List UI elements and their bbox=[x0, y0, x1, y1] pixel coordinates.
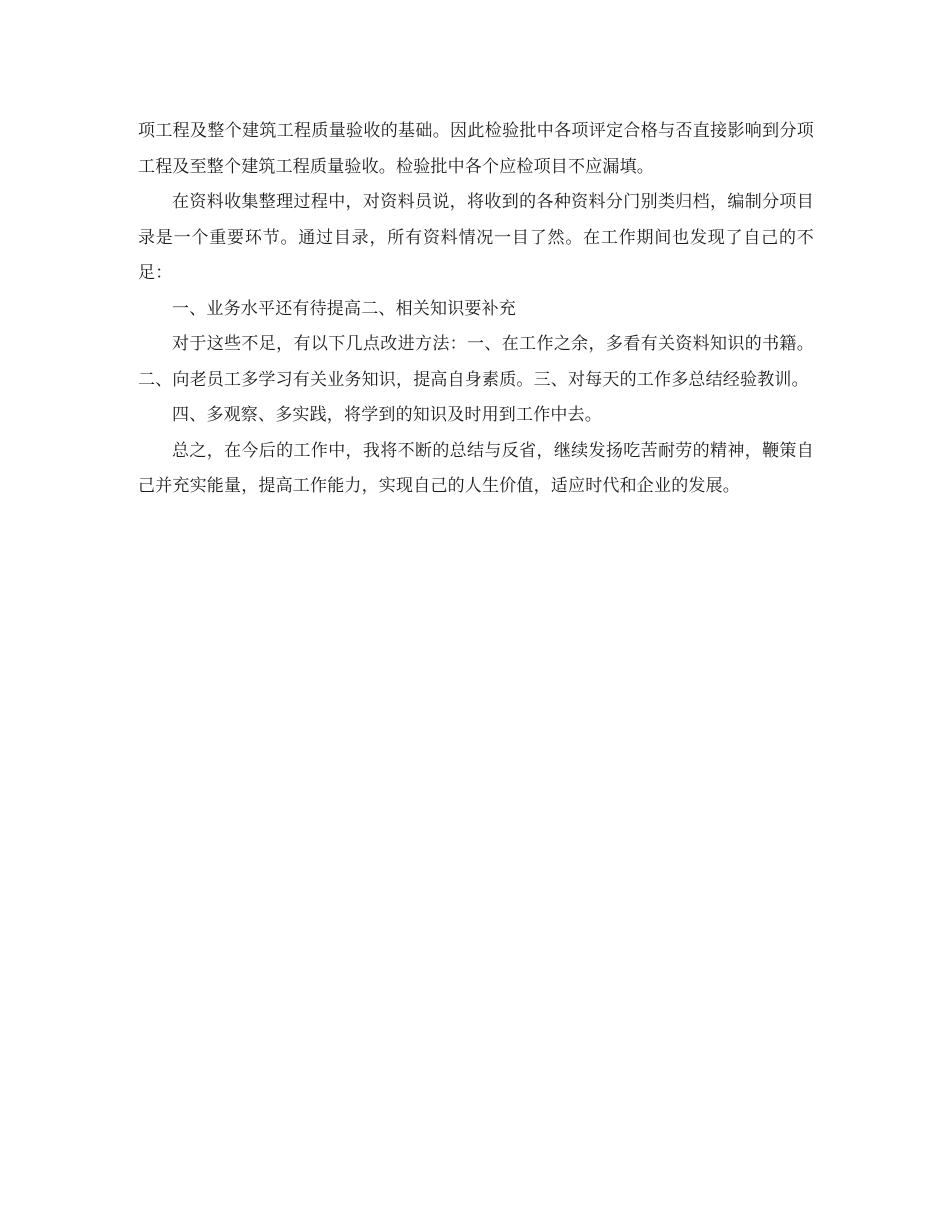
paragraph-shortcomings: 一、业务水平还有待提高二、相关知识要补充 bbox=[172, 298, 516, 319]
paragraph-improvements: 对于这些不足，有以下几点改进方法：一、在工作之余，多看有关资料知识的书籍。二、向老员工多学习有关业务知识，提高自身素质。三、对每天的工作多总结经验教训。 bbox=[138, 334, 814, 390]
paragraph-data-collection: 在资料收集整理过程中，对资料员说，将收到的各种资料分门别类归档，编制分项目录是一个重要环节。通过目录，所有资料情况一目了然。在工作期间也发现了自己的不足： bbox=[138, 192, 814, 283]
document-page bbox=[138, 114, 814, 505]
paragraph-conclusion: 总之，在今后的工作中，我将不断的总结与反省，继续发扬吃苦耐劳的精神，鞭策自己并充实能量，提高工作能力，实现自己的人生价值，适应时代和企业的发展。 bbox=[138, 440, 814, 496]
paragraph-continuation: 项工程及整个建筑工程质量验收的基础。因此检验批中各项评定合格与否直接影响到分项工程及至整个建筑工程质量验收。检验批中各个应检项目不应漏填。 bbox=[138, 121, 814, 177]
paragraph-practice: 四、多观察、多实践，将学到的知识及时用到工作中去。 bbox=[172, 405, 602, 425]
